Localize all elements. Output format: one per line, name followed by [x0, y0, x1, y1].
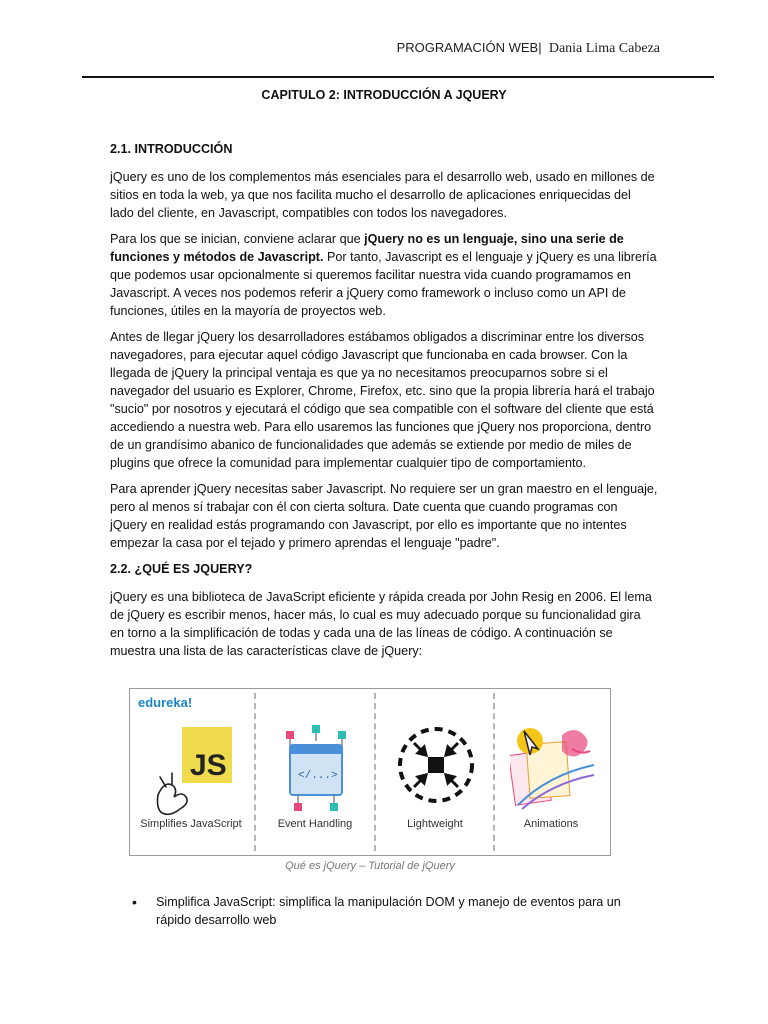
feature-label: Animations — [523, 818, 579, 830]
header-divider — [82, 76, 714, 78]
figure-caption: Qué es jQuery – Tutorial de jQuery — [285, 860, 455, 872]
paragraph: Para aprender jQuery necesitas saber Javascript. No requiere ser un gran maestro en el lenguaje, pero al menos sí trabajar con él con cierta soltura. Date cuenta que cuando programas con jQuery en realidad estás programando con Javascript, por ello es importante que no intentes empezar la casa por el tejado y primero aprendas el lenguaje "padre". — [110, 482, 658, 550]
header-separator: | — [538, 40, 542, 55]
section-heading-introduccion: 2.1. INTRODUCCIÓN — [110, 142, 233, 156]
feature-list — [132, 893, 652, 929]
feature-label: Simplifies JavaScript — [140, 818, 242, 830]
code-tag-text: </...> — [298, 770, 338, 782]
edureka-logo: edureka! — [138, 695, 193, 710]
page-header — [397, 40, 660, 57]
paragraph: Antes de llegar jQuery los desarrolladores estábamos obligados a discriminar entre los diversos navegadores, para ejecutar aquel código Javascript que funcionaba en cada browser. Con la llegada de jQuery la principal ventaja es que ya no necesitamos preocuparnos sobre si el navegador del usuario es Explorer, Chrome, Firefox, etc. sino que la propia librería hará el trabajo "sucio" por nosotros y ejecutará el código que sea compatible con el software del cliente que está accediendo a nuestra web. Para ello usaremos las funciones que jQuery nos proporciona, dentro de un grandísimo abanico de funcionalidades que además se extiende por medio de miles de plugins que ofrece la comunidad para implementar cualquier tipo de comportamiento. — [110, 330, 655, 470]
document-body — [110, 140, 658, 668]
header-course: PROGRAMACIÓN WEB — [396, 40, 539, 55]
jquery-features-figure — [129, 688, 611, 856]
section-heading-que-es-jquery: 2.2. ¿QUÉ ES JQUERY? — [110, 562, 253, 576]
chapter-title: CAPITULO 2: INTRODUCCIÓN A JQUERY — [261, 88, 507, 102]
feature-label: Event Handling — [277, 818, 353, 830]
paragraph: jQuery es una biblioteca de JavaScript eficiente y rápida creada por John Resig en 2006. El lema de jQuery es escribir menos, hacer más, lo cual es muy adecuado porque su funcionalidad gira en torno a la simplificación de todas y cada una de las líneas de código. A continuación se muestra una lista de las características clave de jQuery: — [110, 590, 652, 658]
js-logo-text: JS — [190, 749, 227, 782]
javascript-logo-icon — [148, 725, 248, 817]
lightweight-compress-icon — [394, 719, 478, 813]
paragraph-bold-text: jQuery no es un lenguaje, sino una serie de funciones y métodos de Javascript. — [110, 232, 624, 264]
header-author: Dania Lima Cabeza — [548, 41, 660, 56]
event-handling-icon — [276, 723, 356, 815]
paragraph-text: Para los que se inician, conviene aclarar que — [110, 232, 365, 246]
paragraph — [110, 230, 658, 320]
animations-icon — [510, 719, 602, 815]
feature-label: Lightweight — [407, 818, 463, 830]
paragraph-text: Por tanto, Javascript es el lenguaje y jQuery es una librería que podemos usar opcionalmente si queremos facilitar nuestra vida cuando programamos en Javascript. A veces nos podemos referir a jQuery como framework o incluso como un API de funciones, útiles en la mayoría de proyectos web. — [110, 250, 657, 318]
list-item: • Simplifica JavaScript: simplifica la manipulación DOM y manejo de eventos para un rápido desarrollo web — [132, 893, 652, 929]
paragraph: jQuery es uno de los complementos más esenciales para el desarrollo web, usado en millones de sitios en toda la web, ya que nos facilita mucho el desarrollo de aplicaciones enriquecidas del lado del cliente, en Javascript, compatibles con todos los navegadores. — [110, 170, 655, 220]
